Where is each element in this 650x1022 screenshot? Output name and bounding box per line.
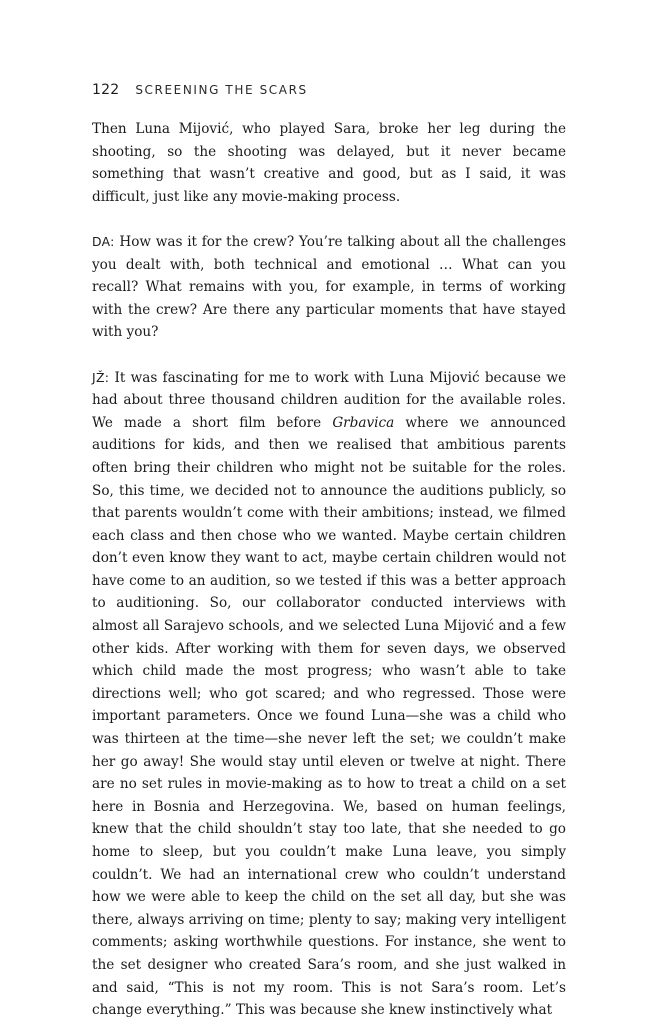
running-title: SCREENING THE SCARS: [135, 83, 308, 97]
paragraph-interview-answer: [92, 367, 566, 1022]
paragraph-narration: [92, 118, 566, 208]
page-number: 122: [92, 82, 120, 98]
running-head: [92, 81, 308, 100]
paragraph-interview-question: [92, 231, 566, 344]
book-page: [92, 0, 567, 1019]
speaker-label: JŽ:: [92, 369, 110, 385]
film-title: Grbavica: [332, 414, 395, 431]
body-text: [92, 118, 566, 1022]
paragraph-text: Then Luna Mijović, who played Sara, broke her leg during the shooting, so the shooting was delayed, but it never became something that wasn’t creative and good, but as I said, it was difficult, just like any movie-making process.: [92, 121, 566, 205]
paragraph-text: where we announced auditions for kids, and then we realised that ambitious parents often bring their children who might not be suitable for the roles. So, this time, we decided not to announce the auditions publicly, so that parents wouldn’t come with their ambitions; instead, we filmed each class and then chose who we wanted. Maybe certain children don’t even know they want to act, maybe certain children would not have come to an audition, so we tested if this was a better approach to auditioning. So, our collaborator conducted interviews with almost all Sarajevo schools, and we selected Luna Mijović and a few other kids. After working with them for seven days, we observed which child made the most progress; who wasn’t able to take directions well; who got scared; and who regressed. Those were important parameters. Once we found Luna—she was a child who was thirteen at the time—she never left the set; we couldn’t make her go away! She would stay until eleven or twelve at night. There are no set rules in movie-making as to how to treat a child on a set here in Bosnia and Herzegovina. We, based on human feelings, knew that the child shouldn’t stay too late, that she needed to go home to sleep, but you couldn’t make Luna leave, you simply couldn’t. We had an international crew who couldn’t understand how we were able to keep the child on the set all day, but she was there, always arriving on time; plenty to say; making very intelligent comments; asking worthwhile questions. For instance, she went to the set designer who created Sara’s room, and she just walked in and said, “This is not my room. This is not Sara’s room. Let’s change everything.” This was because she knew instinctively what: [92, 414, 567, 1019]
paragraph-text: How was it for the crew? You’re talking about all the challenges you dealt with, both technical and emotional … What can you recall? What remains with you, for example, in terms of working with the crew? Are there any particular moments that have stayed with you?: [92, 233, 566, 341]
speaker-label: DA:: [92, 233, 115, 249]
paragraph-text: It was fascinating for me to work with Luna Mijović because we had about three thousand children audition for the available roles. We made a short film before: [92, 369, 566, 431]
